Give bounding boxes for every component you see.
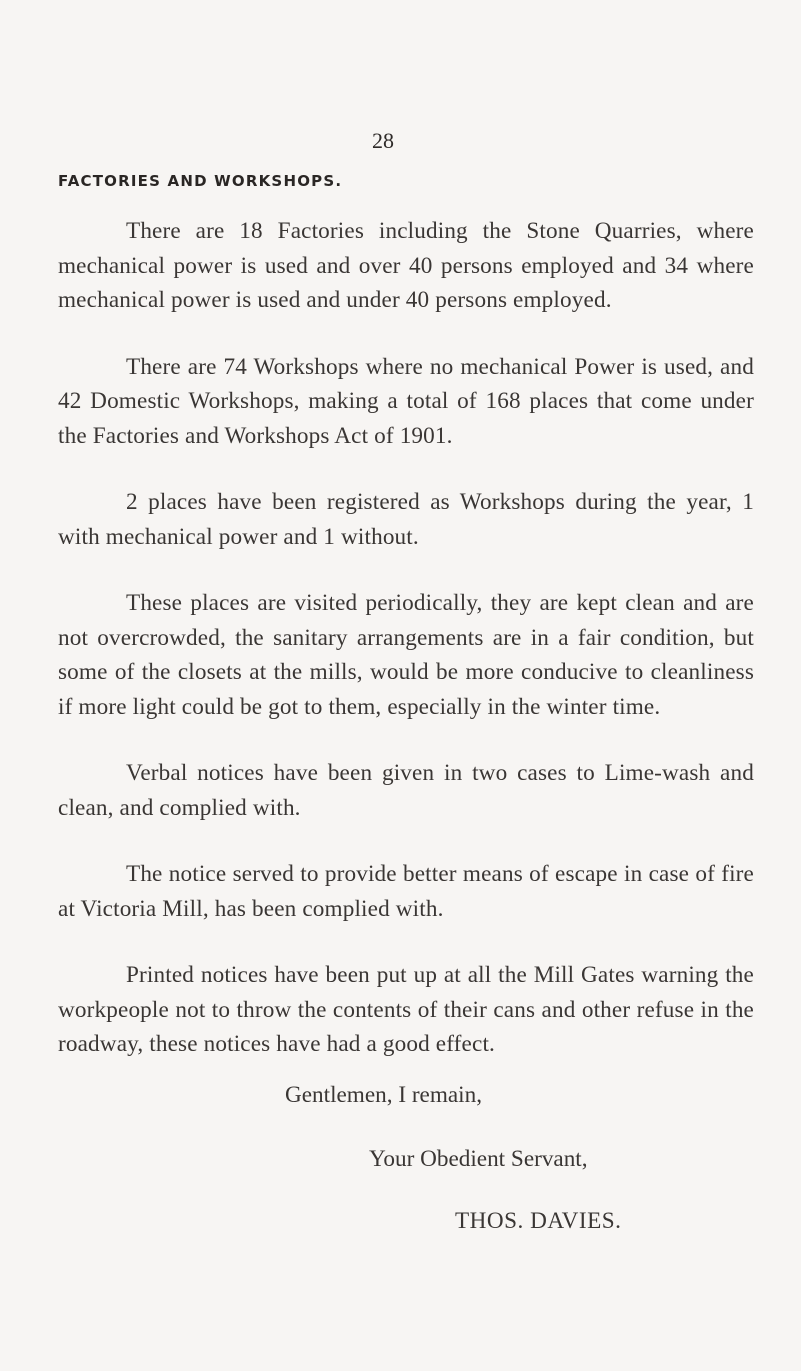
paragraph-verbal-notices: Verbal notices have been given in two cases to Lime-wash and clean, and complied with.: [58, 760, 754, 821]
report-body: [58, 214, 754, 1094]
signature: THOS. DAVIES.: [455, 1208, 622, 1234]
paragraph-fire-escape: The notice served to provide better means of escape in case of fire at Victoria Mill, has been complied with.: [58, 861, 754, 922]
paragraph-registered: 2 places have been registered as Workshops during the year, 1 with mechanical power and 1 without.: [58, 489, 754, 550]
valediction: Your Obedient Servant,: [369, 1146, 588, 1172]
section-heading: FACTORIES AND WORKSHOPS.: [58, 172, 343, 190]
paragraph-factories: There are 18 Factories including the Stone Quarries, where mechanical power is used and over 40 persons employed and 34 where mechanical power is used and under 40 persons employed.: [58, 218, 754, 313]
page-number: 28: [372, 128, 394, 153]
paragraph-printed-notices: Printed notices have been put up at all the Mill Gates warning the workpeople not to throw the contents of their cans and other refuse in the roadway, these notices have had a good effect.: [58, 962, 754, 1057]
salutation: Gentlemen, I remain,: [285, 1082, 483, 1108]
paragraph-inspection: These places are visited periodically, they are kept clean and are not overcrowded, the sanitary arrangements are in a fair condition, but some of the closets at the mills, would be more conducive to cleanliness if more light could be got to them, especially in the winter time.: [58, 590, 754, 720]
paragraph-workshops: There are 74 Workshops where no mechanical Power is used, and 42 Domestic Workshops, making a total of 168 places that come under the Factories and Workshops Act of 1901.: [58, 353, 754, 449]
